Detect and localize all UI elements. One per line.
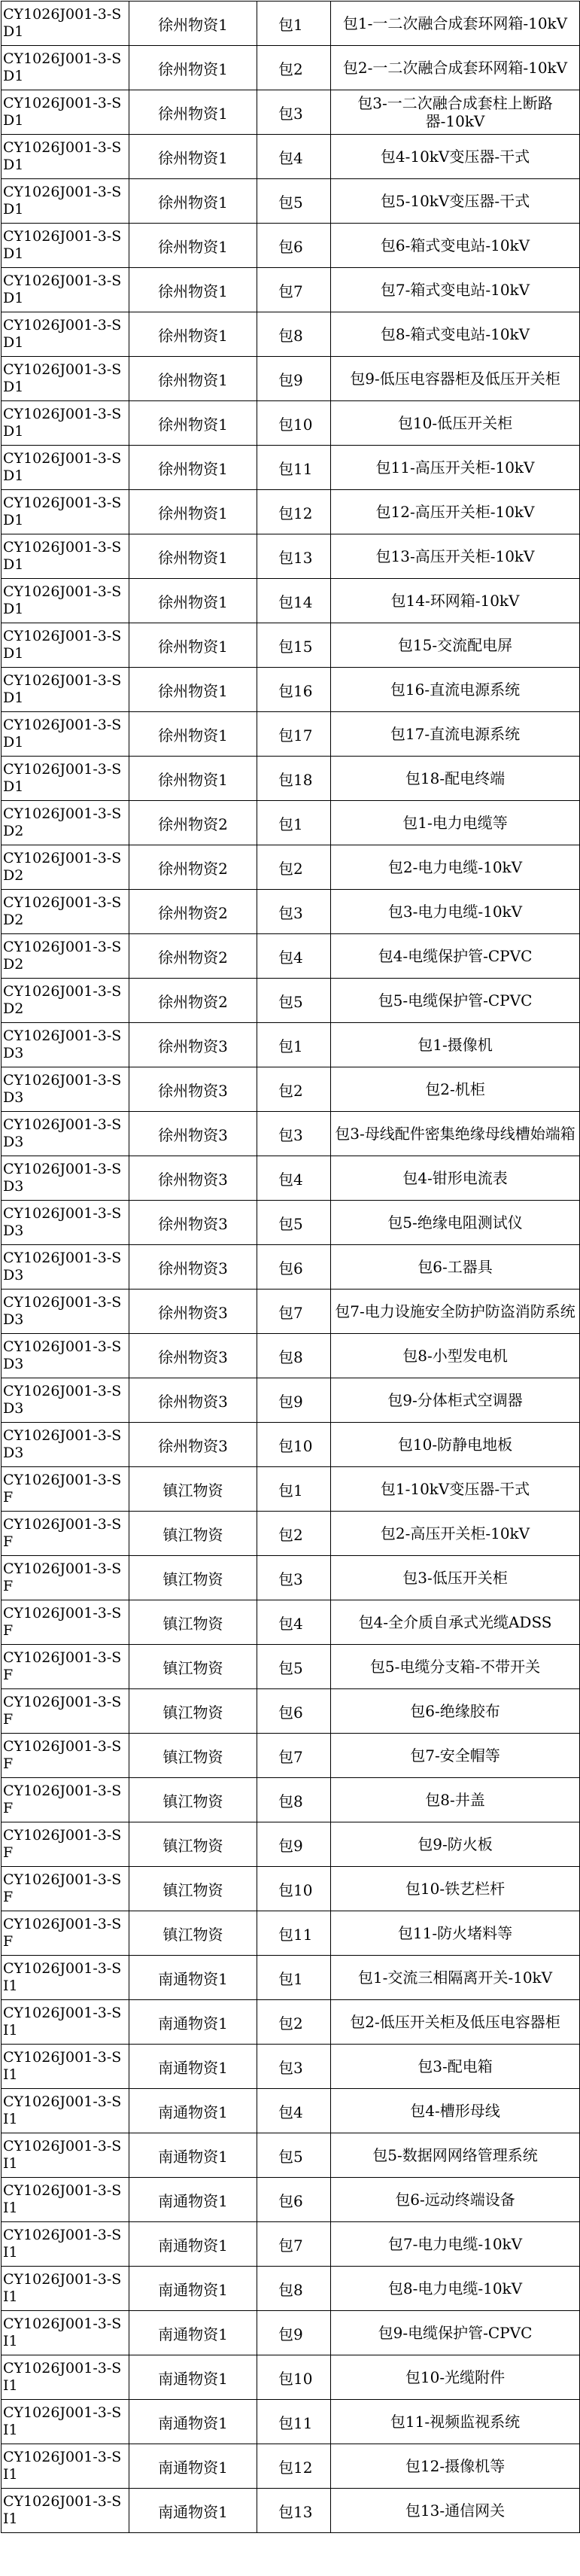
project-code-cell: CY1026J001-3-SD1 <box>2 534 129 579</box>
package-name-cell: 包2-一二次融合成套环网箱-10kV <box>331 46 580 90</box>
package-name-cell: 包5-绝缘电阻测试仪 <box>331 1201 580 1245</box>
unit-cell: 镇江物资 <box>129 1822 257 1867</box>
package-number-cell: 包3 <box>257 1556 331 1600</box>
project-code-cell: CY1026J001-3-SF <box>2 1822 129 1867</box>
table-row <box>2 135 580 179</box>
table-row <box>2 268 580 312</box>
package-number-cell: 包7 <box>257 1290 331 1334</box>
table-row <box>2 1423 580 1467</box>
table-row <box>2 179 580 224</box>
unit-cell: 徐州物资1 <box>129 490 257 534</box>
table-row <box>2 2133 580 2178</box>
package-number-cell: 包6 <box>257 1689 331 1734</box>
table-row <box>2 2045 580 2089</box>
unit-cell: 南通物资1 <box>129 1956 257 2000</box>
unit-cell: 镇江物资 <box>129 1689 257 1734</box>
unit-cell: 镇江物资 <box>129 1556 257 1600</box>
unit-cell: 南通物资1 <box>129 2311 257 2355</box>
unit-cell: 徐州物资3 <box>129 1067 257 1112</box>
project-code-cell: CY1026J001-3-SI1 <box>2 2311 129 2355</box>
package-number-cell: 包9 <box>257 1822 331 1867</box>
unit-cell: 镇江物资 <box>129 1600 257 1645</box>
project-code-cell: CY1026J001-3-SI1 <box>2 2400 129 2444</box>
table-row <box>2 1867 580 1911</box>
package-name-cell: 包11-防火堵料等 <box>331 1911 580 1956</box>
unit-cell: 徐州物资3 <box>129 1423 257 1467</box>
unit-cell: 南通物资1 <box>129 2400 257 2444</box>
package-name-cell: 包8-箱式变电站-10kV <box>331 312 580 357</box>
package-number-cell: 包12 <box>257 490 331 534</box>
package-name-cell: 包16-直流电源系统 <box>331 668 580 712</box>
unit-cell: 徐州物资3 <box>129 1201 257 1245</box>
project-code-cell: CY1026J001-3-SD1 <box>2 135 129 179</box>
package-name-cell: 包1-摄像机 <box>331 1023 580 1067</box>
package-number-cell: 包5 <box>257 1645 331 1689</box>
package-name-cell: 包18-配电终端 <box>331 757 580 801</box>
unit-cell: 镇江物资 <box>129 1467 257 1512</box>
unit-cell: 徐州物资2 <box>129 890 257 934</box>
package-number-cell: 包6 <box>257 224 331 268</box>
package-number-cell: 包13 <box>257 534 331 579</box>
project-code-cell: CY1026J001-3-SD1 <box>2 179 129 224</box>
unit-cell: 镇江物资 <box>129 1512 257 1556</box>
project-code-cell: CY1026J001-3-SD3 <box>2 1156 129 1201</box>
package-number-cell: 包2 <box>257 46 331 90</box>
package-name-cell: 包6-工器具 <box>331 1245 580 1290</box>
package-name-cell: 包4-电缆保护管-CPVC <box>331 934 580 979</box>
package-name-cell: 包6-绝缘胶布 <box>331 1689 580 1734</box>
unit-cell: 徐州物资1 <box>129 312 257 357</box>
table-row <box>2 1778 580 1822</box>
package-number-cell: 包11 <box>257 1911 331 1956</box>
unit-cell: 南通物资1 <box>129 2089 257 2133</box>
table-row <box>2 2444 580 2489</box>
table-row <box>2 2267 580 2311</box>
unit-cell: 镇江物资 <box>129 1911 257 1956</box>
package-name-cell: 包5-数据网网络管理系统 <box>331 2133 580 2178</box>
table-row <box>2 801 580 845</box>
package-name-cell: 包14-环网箱-10kV <box>331 579 580 623</box>
unit-cell: 南通物资1 <box>129 2222 257 2267</box>
unit-cell: 徐州物资3 <box>129 1245 257 1290</box>
table-row <box>2 1245 580 1290</box>
package-number-cell: 包2 <box>257 845 331 890</box>
unit-cell: 徐州物资1 <box>129 357 257 401</box>
package-name-cell: 包2-高压开关柜-10kV <box>331 1512 580 1556</box>
project-code-cell: CY1026J001-3-SD1 <box>2 2 129 46</box>
unit-cell: 镇江物资 <box>129 1734 257 1778</box>
package-number-cell: 包7 <box>257 268 331 312</box>
unit-cell: 徐州物资1 <box>129 90 257 135</box>
package-number-cell: 包3 <box>257 890 331 934</box>
package-name-cell: 包10-防静电地板 <box>331 1423 580 1467</box>
table-row <box>2 1467 580 1512</box>
package-name-cell: 包7-电力设施安全防护防盗消防系统 <box>331 1290 580 1334</box>
package-number-cell: 包5 <box>257 1201 331 1245</box>
unit-cell: 南通物资1 <box>129 2489 257 2533</box>
package-number-cell: 包4 <box>257 934 331 979</box>
package-number-cell: 包13 <box>257 2489 331 2533</box>
package-name-cell: 包9-防火板 <box>331 1822 580 1867</box>
table-row <box>2 2311 580 2355</box>
table-row <box>2 934 580 979</box>
package-number-cell: 包9 <box>257 357 331 401</box>
project-code-cell: CY1026J001-3-SD1 <box>2 224 129 268</box>
package-number-cell: 包3 <box>257 2045 331 2089</box>
package-number-cell: 包18 <box>257 757 331 801</box>
unit-cell: 徐州物资1 <box>129 757 257 801</box>
table-row <box>2 1734 580 1778</box>
package-number-cell: 包5 <box>257 2133 331 2178</box>
package-number-cell: 包2 <box>257 2000 331 2045</box>
package-name-cell: 包5-电缆分支箱-不带开关 <box>331 1645 580 1689</box>
table-row <box>2 579 580 623</box>
unit-cell: 徐州物资1 <box>129 534 257 579</box>
table-row <box>2 2222 580 2267</box>
project-code-cell: CY1026J001-3-SF <box>2 1645 129 1689</box>
project-code-cell: CY1026J001-3-SD1 <box>2 357 129 401</box>
package-number-cell: 包10 <box>257 1867 331 1911</box>
unit-cell: 徐州物资1 <box>129 668 257 712</box>
table-row <box>2 224 580 268</box>
package-name-cell: 包3-电力电缆-10kV <box>331 890 580 934</box>
package-name-cell: 包1-10kV变压器-干式 <box>331 1467 580 1512</box>
project-code-cell: CY1026J001-3-SD1 <box>2 268 129 312</box>
package-name-cell: 包8-井盖 <box>331 1778 580 1822</box>
package-number-cell: 包1 <box>257 801 331 845</box>
table-row <box>2 1689 580 1734</box>
project-code-cell: CY1026J001-3-SI1 <box>2 2444 129 2489</box>
unit-cell: 徐州物资1 <box>129 712 257 757</box>
unit-cell: 徐州物资1 <box>129 623 257 668</box>
project-code-cell: CY1026J001-3-SD1 <box>2 579 129 623</box>
project-code-cell: CY1026J001-3-SF <box>2 1600 129 1645</box>
package-number-cell: 包2 <box>257 1512 331 1556</box>
project-code-cell: CY1026J001-3-SD1 <box>2 490 129 534</box>
package-number-cell: 包9 <box>257 1378 331 1423</box>
project-code-cell: CY1026J001-3-SD1 <box>2 668 129 712</box>
unit-cell: 徐州物资3 <box>129 1112 257 1156</box>
unit-cell: 镇江物资 <box>129 1867 257 1911</box>
unit-cell: 徐州物资1 <box>129 2 257 46</box>
project-code-cell: CY1026J001-3-SI1 <box>2 2089 129 2133</box>
project-code-cell: CY1026J001-3-SD3 <box>2 1290 129 1334</box>
table-row <box>2 2 580 46</box>
table-row <box>2 979 580 1023</box>
project-code-cell: CY1026J001-3-SF <box>2 1778 129 1822</box>
package-number-cell: 包9 <box>257 2311 331 2355</box>
package-name-cell: 包15-交流配电屏 <box>331 623 580 668</box>
package-name-cell: 包13-高压开关柜-10kV <box>331 534 580 579</box>
table-row <box>2 1156 580 1201</box>
table-row <box>2 46 580 90</box>
package-name-cell: 包12-摄像机等 <box>331 2444 580 2489</box>
package-name-cell: 包5-电缆保护管-CPVC <box>331 979 580 1023</box>
package-number-cell: 包7 <box>257 2222 331 2267</box>
unit-cell: 徐州物资1 <box>129 46 257 90</box>
package-number-cell: 包8 <box>257 312 331 357</box>
package-name-cell: 包4-钳形电流表 <box>331 1156 580 1201</box>
table-row <box>2 890 580 934</box>
package-number-cell: 包4 <box>257 1156 331 1201</box>
package-number-cell: 包16 <box>257 668 331 712</box>
table-row <box>2 623 580 668</box>
table-row <box>2 1334 580 1378</box>
project-code-cell: CY1026J001-3-SF <box>2 1911 129 1956</box>
package-name-cell: 包11-视频监视系统 <box>331 2400 580 2444</box>
package-number-cell: 包1 <box>257 1467 331 1512</box>
project-code-cell: CY1026J001-3-SF <box>2 1512 129 1556</box>
package-number-cell: 包5 <box>257 179 331 224</box>
unit-cell: 徐州物资2 <box>129 979 257 1023</box>
package-name-cell: 包3-母线配件密集绝缘母线槽始端箱 <box>331 1112 580 1156</box>
unit-cell: 徐州物资1 <box>129 179 257 224</box>
project-code-cell: CY1026J001-3-SD1 <box>2 623 129 668</box>
table-row <box>2 2489 580 2533</box>
unit-cell: 徐州物资3 <box>129 1334 257 1378</box>
package-number-cell: 包14 <box>257 579 331 623</box>
unit-cell: 徐州物资3 <box>129 1023 257 1067</box>
package-name-cell: 包7-安全帽等 <box>331 1734 580 1778</box>
package-number-cell: 包6 <box>257 1245 331 1290</box>
package-number-cell: 包17 <box>257 712 331 757</box>
package-name-cell: 包7-电力电缆-10kV <box>331 2222 580 2267</box>
package-name-cell: 包3-低压开关柜 <box>331 1556 580 1600</box>
package-number-cell: 包1 <box>257 1023 331 1067</box>
table-row <box>2 90 580 135</box>
table-row <box>2 712 580 757</box>
table-row <box>2 757 580 801</box>
package-name-cell: 包1-交流三相隔离开关-10kV <box>331 1956 580 2000</box>
project-code-cell: CY1026J001-3-SF <box>2 1467 129 1512</box>
table-row <box>2 668 580 712</box>
unit-cell: 徐州物资1 <box>129 446 257 490</box>
project-code-cell: CY1026J001-3-SD1 <box>2 46 129 90</box>
unit-cell: 徐州物资1 <box>129 268 257 312</box>
project-code-cell: CY1026J001-3-SD1 <box>2 712 129 757</box>
package-name-cell: 包1-电力电缆等 <box>331 801 580 845</box>
project-code-cell: CY1026J001-3-SD1 <box>2 90 129 135</box>
project-code-cell: CY1026J001-3-SD1 <box>2 757 129 801</box>
table-row <box>2 1911 580 1956</box>
package-number-cell: 包4 <box>257 1600 331 1645</box>
project-code-cell: CY1026J001-3-SI1 <box>2 2133 129 2178</box>
package-number-cell: 包11 <box>257 446 331 490</box>
package-number-cell: 包10 <box>257 1423 331 1467</box>
table-row <box>2 446 580 490</box>
table-row <box>2 1290 580 1334</box>
unit-cell: 南通物资1 <box>129 2045 257 2089</box>
package-name-cell: 包2-电力电缆-10kV <box>331 845 580 890</box>
table-row <box>2 1600 580 1645</box>
package-number-cell: 包2 <box>257 1067 331 1112</box>
package-name-cell: 包17-直流电源系统 <box>331 712 580 757</box>
table-row <box>2 1645 580 1689</box>
package-name-cell: 包1-一二次融合成套环网箱-10kV <box>331 2 580 46</box>
package-number-cell: 包6 <box>257 2178 331 2222</box>
table-row <box>2 1067 580 1112</box>
unit-cell: 南通物资1 <box>129 2267 257 2311</box>
table-row <box>2 357 580 401</box>
package-number-cell: 包4 <box>257 135 331 179</box>
table-row <box>2 490 580 534</box>
project-code-cell: CY1026J001-3-SF <box>2 1734 129 1778</box>
package-name-cell: 包11-高压开关柜-10kV <box>331 446 580 490</box>
package-number-cell: 包8 <box>257 1778 331 1822</box>
project-code-cell: CY1026J001-3-SI1 <box>2 2045 129 2089</box>
unit-cell: 徐州物资2 <box>129 801 257 845</box>
project-code-cell: CY1026J001-3-SD3 <box>2 1245 129 1290</box>
unit-cell: 南通物资1 <box>129 2133 257 2178</box>
unit-cell: 南通物资1 <box>129 2355 257 2400</box>
package-name-cell: 包10-低压开关柜 <box>331 401 580 446</box>
unit-cell: 南通物资1 <box>129 2178 257 2222</box>
package-number-cell: 包8 <box>257 1334 331 1378</box>
unit-cell: 徐州物资1 <box>129 579 257 623</box>
table-row <box>2 2355 580 2400</box>
package-name-cell: 包4-槽形母线 <box>331 2089 580 2133</box>
unit-cell: 镇江物资 <box>129 1645 257 1689</box>
package-name-cell: 包6-箱式变电站-10kV <box>331 224 580 268</box>
unit-cell: 南通物资1 <box>129 2444 257 2489</box>
project-code-cell: CY1026J001-3-SD3 <box>2 1423 129 1467</box>
package-name-cell: 包3-配电箱 <box>331 2045 580 2089</box>
table-row <box>2 1378 580 1423</box>
unit-cell: 南通物资1 <box>129 2000 257 2045</box>
table-row <box>2 2000 580 2045</box>
table-row <box>2 2178 580 2222</box>
table-row <box>2 1956 580 2000</box>
unit-cell: 徐州物资2 <box>129 845 257 890</box>
unit-cell: 徐州物资2 <box>129 934 257 979</box>
project-code-cell: CY1026J001-3-SD3 <box>2 1334 129 1378</box>
package-number-cell: 包11 <box>257 2400 331 2444</box>
table-row <box>2 1512 580 1556</box>
package-number-cell: 包5 <box>257 979 331 1023</box>
table-body <box>2 2 580 2533</box>
project-code-cell: CY1026J001-3-SD3 <box>2 1201 129 1245</box>
project-code-cell: CY1026J001-3-SD1 <box>2 446 129 490</box>
unit-cell: 徐州物资1 <box>129 401 257 446</box>
package-number-cell: 包1 <box>257 2 331 46</box>
table-row <box>2 845 580 890</box>
package-number-cell: 包15 <box>257 623 331 668</box>
table-row <box>2 312 580 357</box>
package-number-cell: 包10 <box>257 401 331 446</box>
package-name-cell: 包3-一二次融合成套柱上断路器-10kV <box>331 90 580 135</box>
table-row <box>2 1023 580 1067</box>
package-name-cell: 包4-10kV变压器-干式 <box>331 135 580 179</box>
unit-cell: 徐州物资3 <box>129 1378 257 1423</box>
project-code-cell: CY1026J001-3-SD2 <box>2 979 129 1023</box>
project-code-cell: CY1026J001-3-SF <box>2 1867 129 1911</box>
unit-cell: 镇江物资 <box>129 1778 257 1822</box>
unit-cell: 徐州物资3 <box>129 1156 257 1201</box>
package-name-cell: 包13-通信网关 <box>331 2489 580 2533</box>
package-name-cell: 包2-机柜 <box>331 1067 580 1112</box>
package-number-cell: 包10 <box>257 2355 331 2400</box>
project-code-cell: CY1026J001-3-SI1 <box>2 2489 129 2533</box>
table-row <box>2 401 580 446</box>
table-row <box>2 534 580 579</box>
project-code-cell: CY1026J001-3-SD2 <box>2 890 129 934</box>
package-number-cell: 包3 <box>257 1112 331 1156</box>
unit-cell: 徐州物资3 <box>129 1290 257 1334</box>
unit-cell: 徐州物资1 <box>129 224 257 268</box>
project-code-cell: CY1026J001-3-SI1 <box>2 1956 129 2000</box>
project-code-cell: CY1026J001-3-SD1 <box>2 401 129 446</box>
project-code-cell: CY1026J001-3-SF <box>2 1556 129 1600</box>
project-code-cell: CY1026J001-3-SI1 <box>2 2267 129 2311</box>
package-number-cell: 包3 <box>257 90 331 135</box>
project-code-cell: CY1026J001-3-SI1 <box>2 2355 129 2400</box>
project-code-cell: CY1026J001-3-SI1 <box>2 2222 129 2267</box>
project-code-cell: CY1026J001-3-SD3 <box>2 1023 129 1067</box>
package-number-cell: 包12 <box>257 2444 331 2489</box>
table-row <box>2 2400 580 2444</box>
project-code-cell: CY1026J001-3-SF <box>2 1689 129 1734</box>
project-code-cell: CY1026J001-3-SD3 <box>2 1112 129 1156</box>
package-name-cell: 包6-远动终端设备 <box>331 2178 580 2222</box>
project-code-cell: CY1026J001-3-SD3 <box>2 1378 129 1423</box>
package-name-cell: 包5-10kV变压器-干式 <box>331 179 580 224</box>
table-row <box>2 1556 580 1600</box>
package-name-cell: 包4-全介质自承式光缆ADSS <box>331 1600 580 1645</box>
package-name-cell: 包9-电缆保护管-CPVC <box>331 2311 580 2355</box>
project-code-cell: CY1026J001-3-SI1 <box>2 2000 129 2045</box>
procurement-package-table <box>1 1 580 2533</box>
package-name-cell: 包8-小型发电机 <box>331 1334 580 1378</box>
package-number-cell: 包8 <box>257 2267 331 2311</box>
package-number-cell: 包7 <box>257 1734 331 1778</box>
package-name-cell: 包2-低压开关柜及低压电容器柜 <box>331 2000 580 2045</box>
project-code-cell: CY1026J001-3-SD2 <box>2 801 129 845</box>
table-row <box>2 1201 580 1245</box>
package-name-cell: 包10-光缆附件 <box>331 2355 580 2400</box>
project-code-cell: CY1026J001-3-SD3 <box>2 1067 129 1112</box>
table-row <box>2 1112 580 1156</box>
package-name-cell: 包12-高压开关柜-10kV <box>331 490 580 534</box>
package-number-cell: 包4 <box>257 2089 331 2133</box>
package-name-cell: 包10-铁艺栏杆 <box>331 1867 580 1911</box>
table-row <box>2 1822 580 1867</box>
project-code-cell: CY1026J001-3-SD2 <box>2 934 129 979</box>
project-code-cell: CY1026J001-3-SI1 <box>2 2178 129 2222</box>
unit-cell: 徐州物资1 <box>129 135 257 179</box>
table-row <box>2 2089 580 2133</box>
package-name-cell: 包8-电力电缆-10kV <box>331 2267 580 2311</box>
project-code-cell: CY1026J001-3-SD2 <box>2 845 129 890</box>
project-code-cell: CY1026J001-3-SD1 <box>2 312 129 357</box>
package-number-cell: 包1 <box>257 1956 331 2000</box>
package-name-cell: 包9-低压电容器柜及低压开关柜 <box>331 357 580 401</box>
package-name-cell: 包7-箱式变电站-10kV <box>331 268 580 312</box>
package-name-cell: 包9-分体柜式空调器 <box>331 1378 580 1423</box>
